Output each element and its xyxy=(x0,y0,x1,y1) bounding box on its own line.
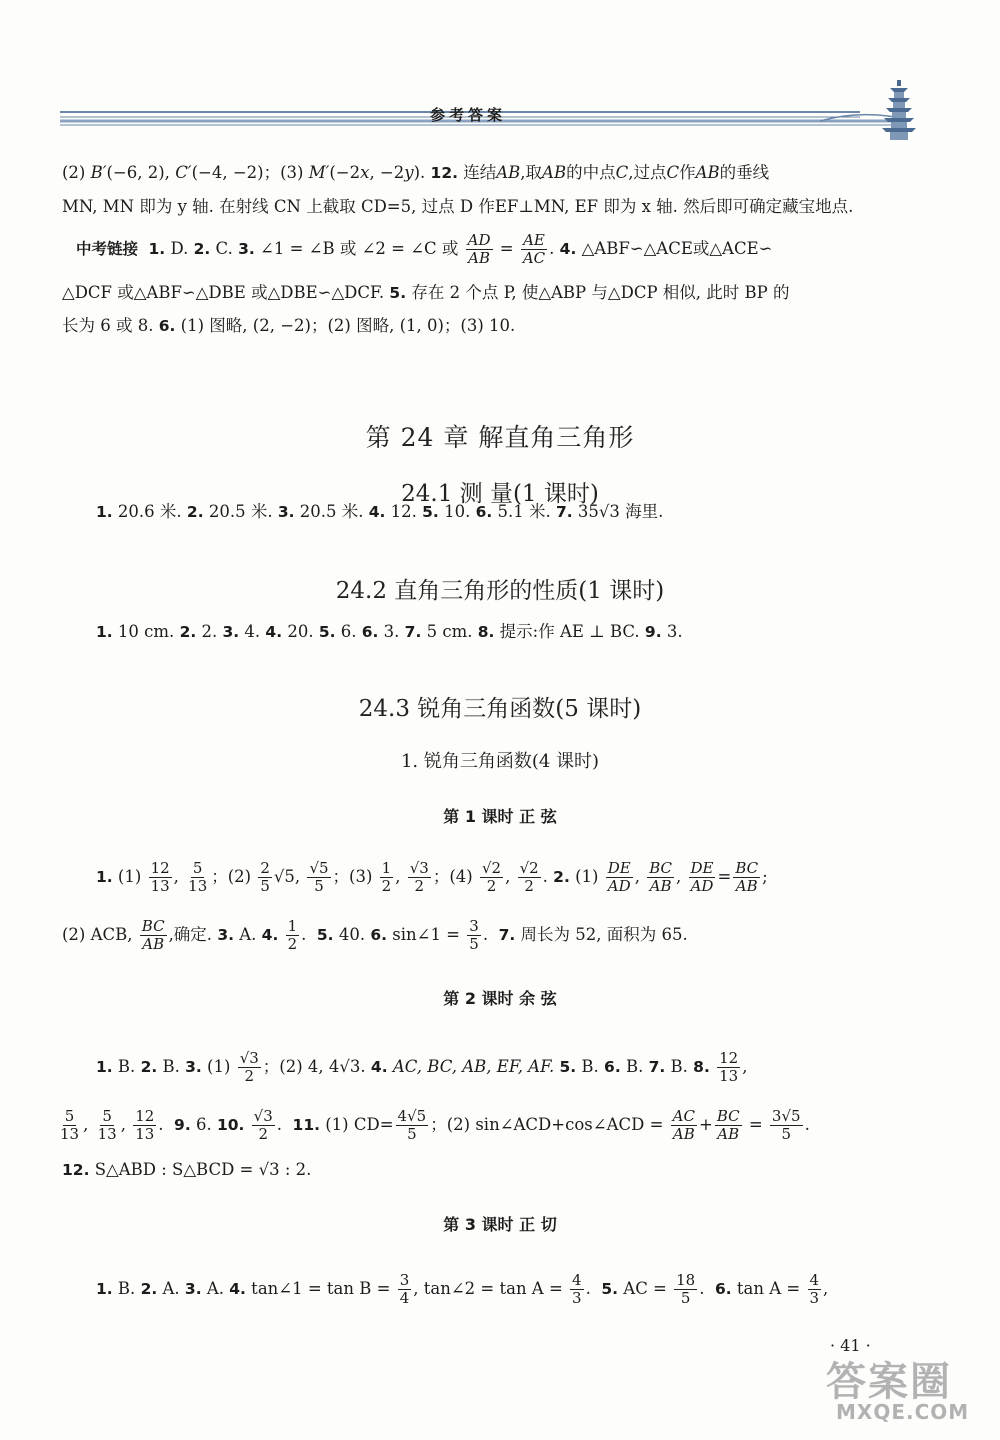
watermark-logo: 答案圈 xyxy=(826,1359,952,1405)
header-title: 参考答案 xyxy=(430,106,507,124)
zhongkao-line-3: 长为 6 或 8. 6. (1) 图略, (2, −2)；(2) 图略, (1, 0)；(3) 10. xyxy=(62,316,516,335)
section-title-24-3: 24.3 锐角三角函数(5 课时) xyxy=(358,696,642,722)
fraction: $\frac{AD}{AB}$ xyxy=(467,231,491,267)
answer-line-2: MN, MN 即为 y 轴. 在射线 CN 上截取 CD=5, 过点 D 作EF⊥MN, EF 即为 x 轴. 然后即可确定藏宝地点. xyxy=(62,197,854,216)
lesson-1-line-2: (2) ACB, $\frac{BC}{AB}$ ,确定. 3. A. 4. $\frac{1}{2}$ . 5. 40. 6. sin∠1 = $\frac{3}{5}$ . 7. 周长为 52, 面积为 65. xyxy=(62,917,688,953)
pagoda-icon xyxy=(868,76,930,142)
lesson-3-line-1: 1. B. 2. A. 3. A. 4. tan∠1 = tan B = $\frac{3}{4}$ , tan∠2 = tan A = $\frac{4}{3}$ . 5. AC = $\frac{18}{5}$ . 6. tan A = $\frac{4}{3}$ , xyxy=(96,1271,829,1307)
lesson-2-line-3: 12. S△ABD : S△BCD = √3 : 2. xyxy=(62,1160,312,1179)
lesson-2-line-2: $\frac{5}{13}$ , $\frac{5}{13}$ , $\frac{12}{13}$ . 9. 6. 10. $\frac{√3}{2}$ . 11. (1) CD= $\frac{4√5}{5}$ ；(2) sin∠ACD+cos∠ACD = $\frac{AC}{AB}$ + $\frac{BC}{AB}$ = $\frac{3√5}{5}$ . xyxy=(60,1107,810,1143)
section-title-24-1: 24.1 测 量(1 课时) xyxy=(401,481,599,507)
lesson-1-title: 第 1 课时 正 弦 xyxy=(443,807,557,826)
lesson-3-title: 第 3 课时 正 切 xyxy=(443,1215,557,1234)
section-24-2-answers: 1. 10 cm. 2. 2. 3. 4. 4. 20. 5. 6. 6. 3. 7. 5 cm. 8. 提示:作 AE ⊥ BC. 9. 3. xyxy=(96,622,683,641)
fraction: $\frac{AE}{AC}$ xyxy=(522,231,546,267)
lesson-1-line-1: 1. (1) $\frac{12}{13}$ , $\frac{5}{13}$ ；(2) $\frac{2}{5}$ √5, $\frac{√5}{5}$ ；(3) $\frac{1}{2}$ , $\frac{√3}{2}$ ；(4) $\frac{√2}{2}$ , $\frac{√2}{2}$ . 2. (1) $\frac{DE}{AD}$ , $\frac{BC}{AB}$ , $\frac{DE}{AD}$ = $\frac{BC}{AB}$ ; xyxy=(96,859,768,895)
zhongkao-line-2: △DCF 或△ABF∽△DBE 或△DBE∽△DCF. 5. 存在 2 个点 P, 使△ABP 与△DCP 相似, 此时 BP 的 xyxy=(62,283,790,302)
lesson-2-title: 第 2 课时 余 弦 xyxy=(443,989,557,1008)
subsection-title: 1. 锐角三角函数(4 课时) xyxy=(400,751,600,772)
zhongkao-label: 中考链接 xyxy=(76,240,139,258)
section-title-24-2: 24.2 直角三角形的性质(1 课时) xyxy=(335,578,665,604)
watermark-url: MXQE.COM xyxy=(836,1400,970,1424)
lesson-2-line-1: 1. B. 2. B. 3. (1) $\frac{√3}{2}$ ；(2) 4, 4√3. 4. AC, BC, AB, EF, AF. 5. B. 6. B. 7. B. 8. $\frac{12}{13}$ , xyxy=(96,1049,748,1085)
answer-line-1: (2) B′(−6, 2), C′(−4, −2)；(3) M′(−2x, −2y). 12. 连结AB,取AB的中点C,过点C作AB的垂线 xyxy=(62,163,770,182)
section-24-1-answers: 1. 20.6 米. 2. 20.5 米. 3. 20.5 米. 4. 12. 5. 10. 6. 5.1 米. 7. 35√3 海里. xyxy=(96,502,664,521)
zhongkao-line-1: 中考链接 1. D. 2. C. 3. ∠1 = ∠B 或 ∠2 = ∠C 或 $\frac{AD}{AB}$ = $\frac{AE}{AC}$ . 4. △ABF∽△ACE或△ACE∽ xyxy=(76,231,773,267)
page-number: · 41 · xyxy=(830,1336,871,1355)
chapter-title: 第 24 章 解直角三角形 xyxy=(365,423,635,452)
